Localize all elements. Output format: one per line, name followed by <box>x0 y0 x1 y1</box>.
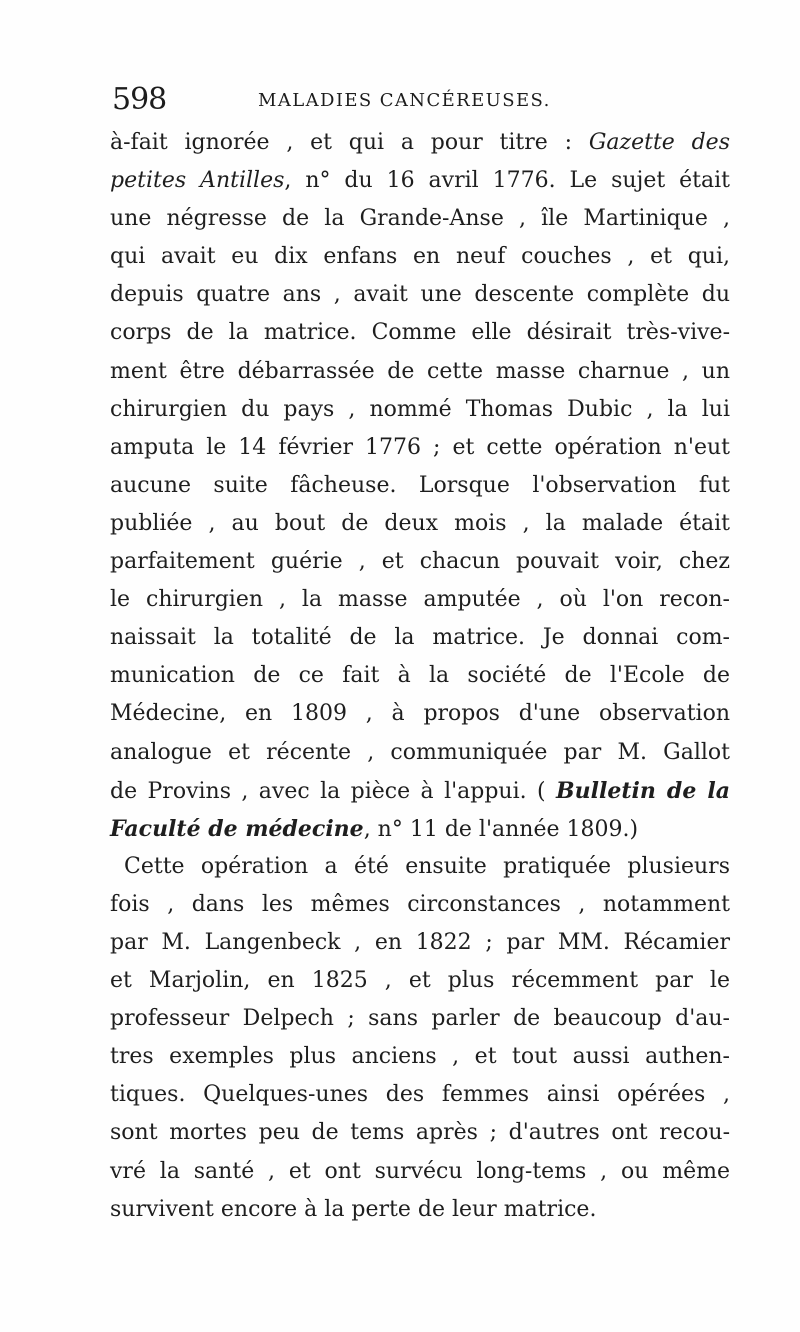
text-line <box>110 162 730 200</box>
text-line: chirurgien du pays , nommé Thomas Dubic , la lui <box>110 396 730 422</box>
body-text <box>110 124 730 1229</box>
text-line: le chirurgien , la masse amputée , où l'on recon- <box>110 587 730 613</box>
text-line: analogue et récente , communiquée par M. Gallot <box>110 739 730 765</box>
text-segment: de Provins , avec la pièce à l'appui. ( <box>110 778 546 804</box>
page-number: 598 <box>112 82 167 117</box>
text-line <box>110 124 730 162</box>
text-line <box>110 772 730 810</box>
text-line: ment être débarrassée de cette masse charnue , un <box>110 358 730 384</box>
text-line: et Marjolin, en 1825 , et plus récemment par le <box>110 968 730 994</box>
text-line: une négresse de la Grande-Anse , île Martinique , <box>110 206 730 232</box>
text-line: amputa le 14 février 1776 ; et cette opération n'eut <box>110 434 730 460</box>
text-line: tiques. Quelques-unes des femmes ainsi opérées , <box>110 1082 730 1108</box>
bulletin-title: Bulletin de la <box>556 777 731 804</box>
text-line: qui avait eu dix enfans en neuf couches , et qui, <box>110 244 730 270</box>
running-title: MALADIES CANCÉREUSES. <box>258 90 551 111</box>
journal-title: Gazette des <box>588 130 730 155</box>
text-segment: , n° 11 de l'année 1809.) <box>363 816 639 842</box>
text-line: fois , dans les mêmes circonstances , notamment <box>110 891 730 917</box>
text-line: aucune suite fâcheuse. Lorsque l'observation fut <box>110 472 730 498</box>
text-line: munication de ce fait à la société de l'Ecole de <box>110 663 730 689</box>
text-segment: à-fait ignorée , et qui a pour titre : <box>110 130 573 155</box>
text-line: publiée , au bout de deux mois , la malade était <box>110 510 730 536</box>
text-line: corps de la matrice. Comme elle désirait très-vive- <box>110 320 730 346</box>
text-line: vré la santé , et ont survécu long-tems , ou même <box>110 1158 730 1184</box>
page-header <box>112 82 712 118</box>
text-line: parfaitement guérie , et chacun pouvait voir, chez <box>110 549 730 575</box>
journal-title: petites Antilles <box>110 168 285 194</box>
text-line: sont mortes peu de tems après ; d'autres ont recou- <box>110 1120 730 1146</box>
text-line: professeur Delpech ; sans parler de beaucoup d'au- <box>110 1006 730 1032</box>
text-line: tres exemples plus anciens , et tout aussi authen- <box>110 1044 730 1070</box>
text-line: naissait la totalité de la matrice. Je donnai com- <box>110 625 730 651</box>
text-line: par M. Langenbeck , en 1822 ; par MM. Récamier <box>110 929 730 955</box>
text-line: depuis quatre ans , avait une descente complète du <box>110 282 730 308</box>
text-line: survivent encore à la perte de leur matrice. <box>110 1196 597 1222</box>
text-line <box>110 810 730 848</box>
text-line: Cette opération a été ensuite pratiquée plusieurs <box>124 853 730 879</box>
bulletin-title: Faculté de médecine <box>110 815 364 842</box>
text-line: Médecine, en 1809 , à propos d'une observation <box>110 701 730 727</box>
text-segment: , n° du 16 avril 1776. Le sujet était <box>284 168 730 194</box>
